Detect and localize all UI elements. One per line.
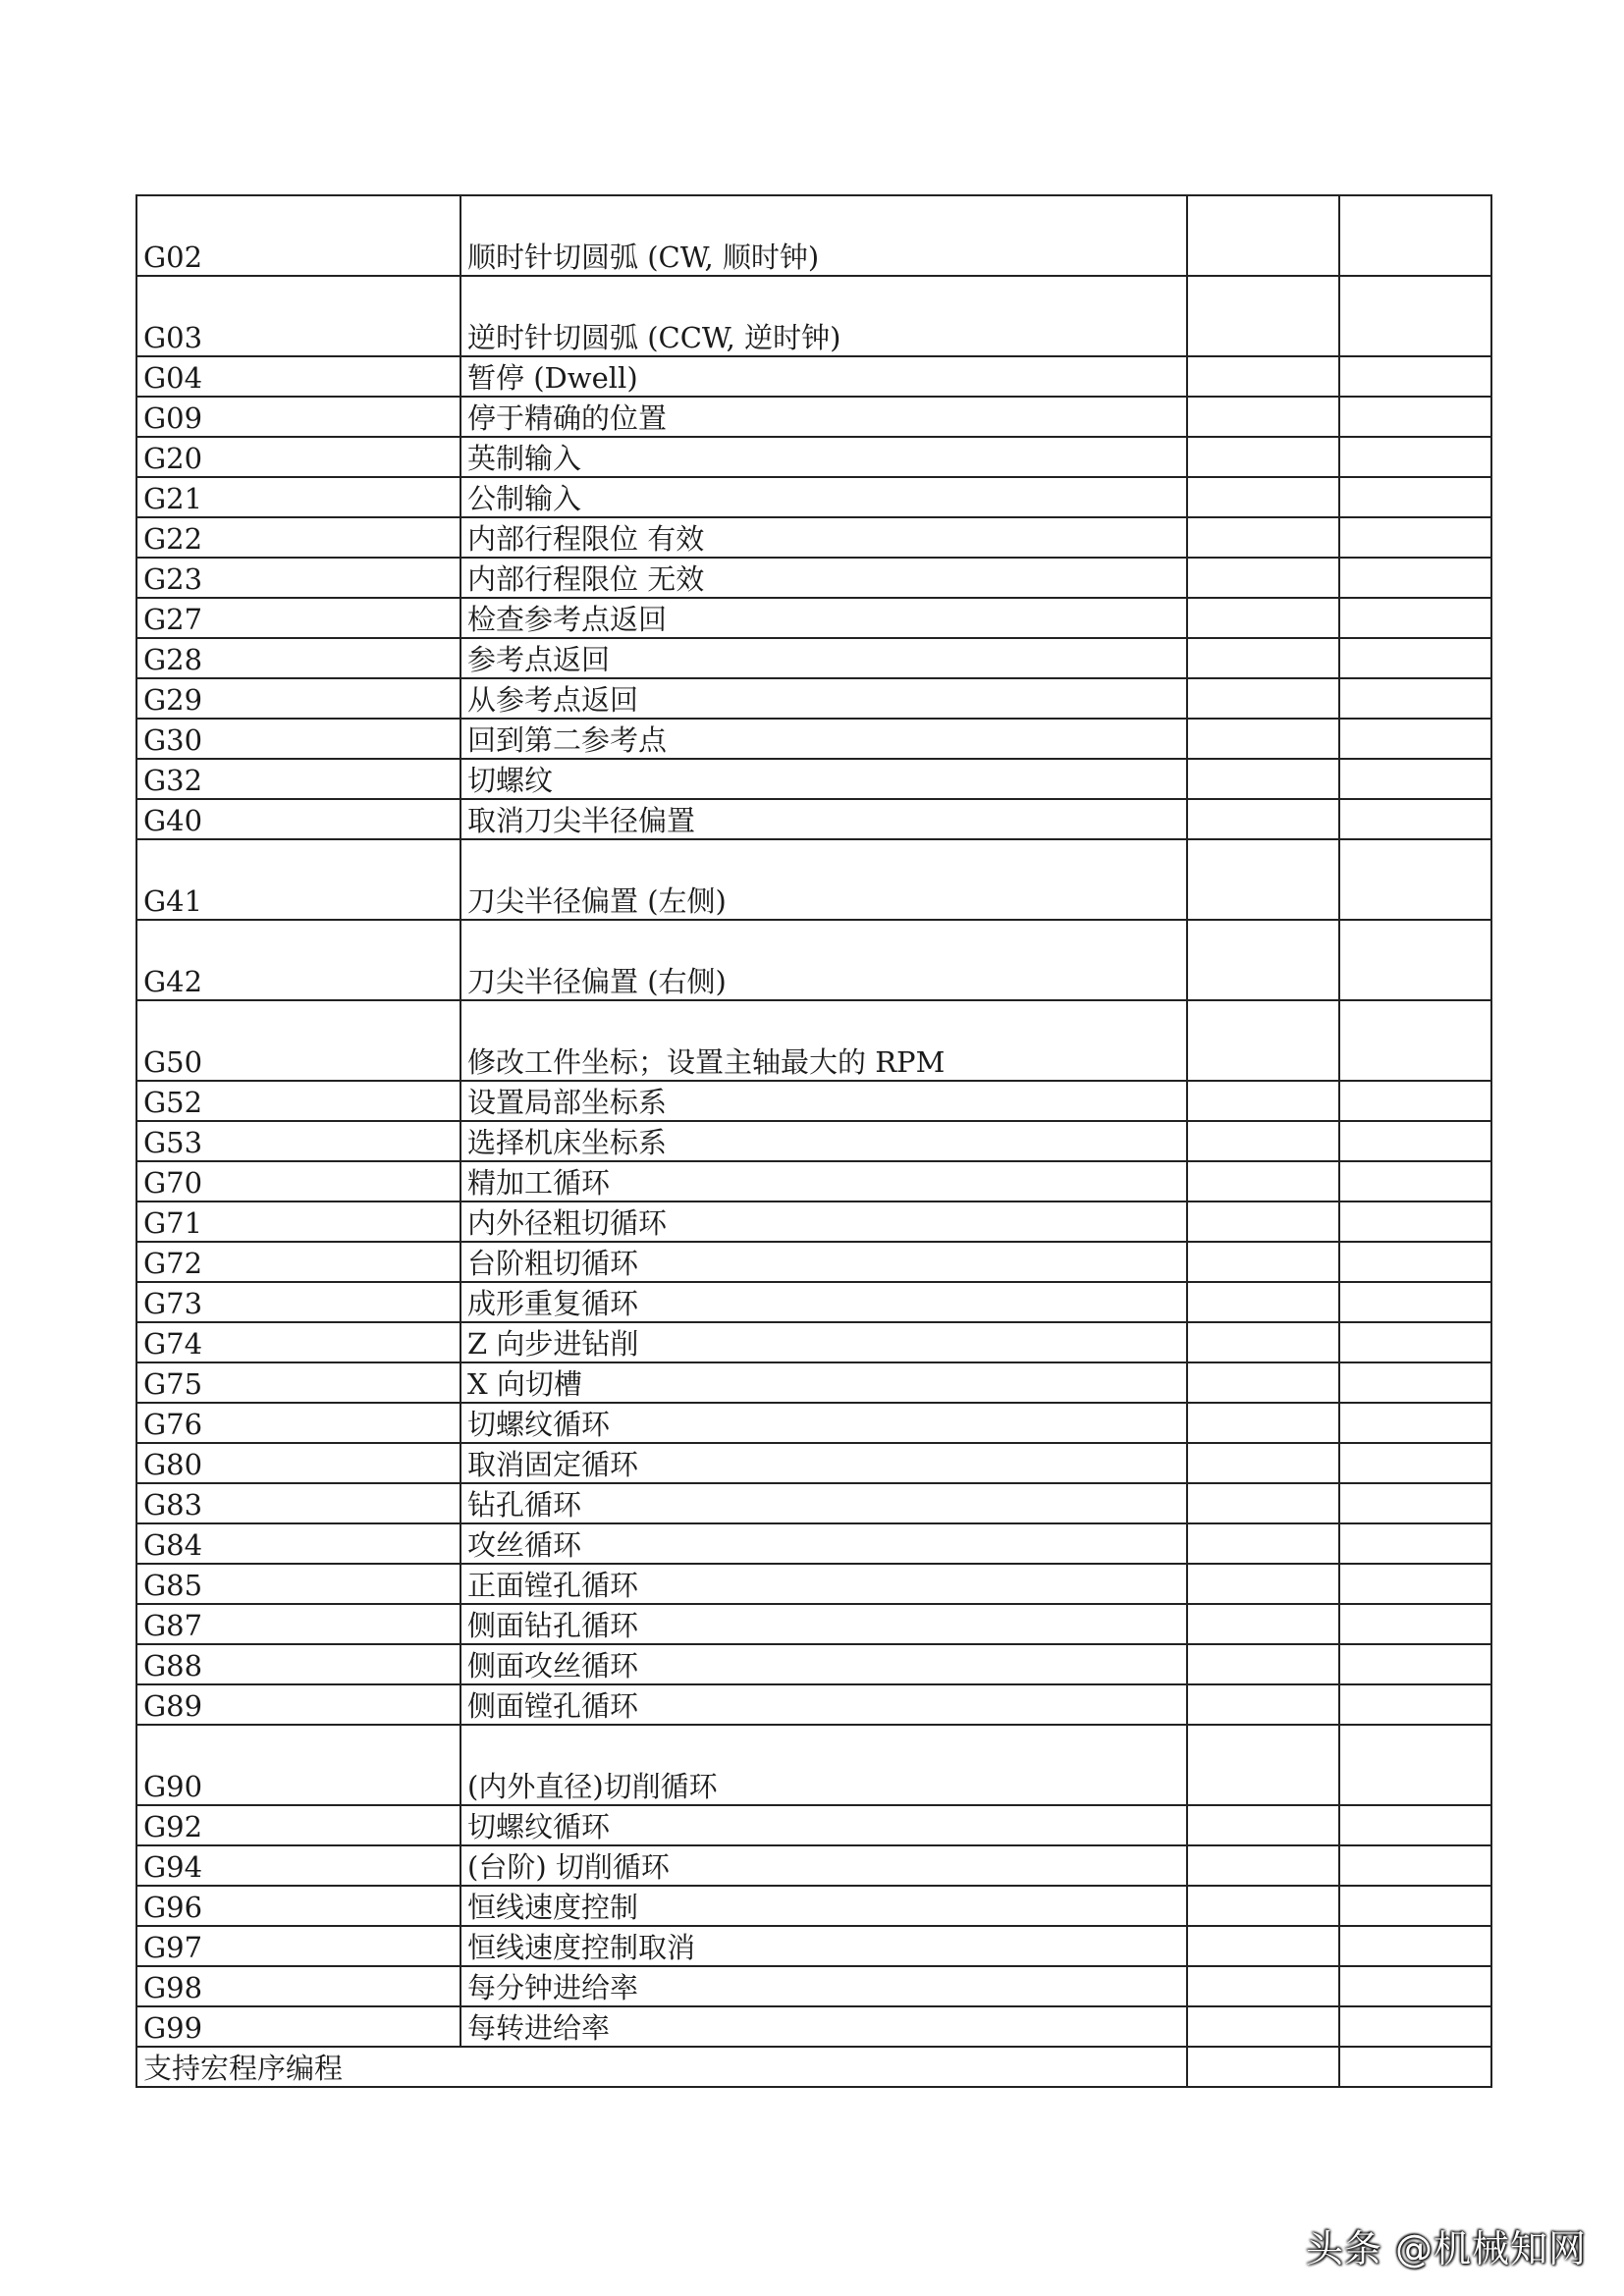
macro-support-cell: 支持宏程序编程	[136, 2047, 1187, 2087]
description-cell: 切螺纹循环	[460, 1805, 1187, 1845]
description-cell: 刀尖半径偏置 (右侧)	[460, 920, 1187, 1000]
description-cell: 侧面攻丝循环	[460, 1644, 1187, 1684]
empty-cell	[1187, 1845, 1339, 1886]
description-cell: 回到第二参考点	[460, 719, 1187, 759]
empty-cell	[1187, 1403, 1339, 1443]
description-cell: 攻丝循环	[460, 1523, 1187, 1564]
gcode-cell: G94	[136, 1845, 460, 1886]
empty-cell	[1339, 1886, 1491, 1926]
empty-cell	[1187, 1523, 1339, 1564]
gcode-table-body	[136, 195, 1491, 2087]
table-row	[136, 1604, 1491, 1644]
empty-cell	[1187, 276, 1339, 356]
empty-cell	[1187, 1966, 1339, 2006]
description-cell: 取消刀尖半径偏置	[460, 799, 1187, 839]
empty-cell	[1187, 1362, 1339, 1403]
empty-cell	[1339, 397, 1491, 437]
empty-cell	[1187, 799, 1339, 839]
empty-cell	[1187, 1121, 1339, 1161]
description-cell: (内外直径)切削循环	[460, 1725, 1187, 1805]
empty-cell	[1339, 598, 1491, 638]
empty-cell	[1187, 1201, 1339, 1242]
description-cell: Z 向步进钻削	[460, 1322, 1187, 1362]
empty-cell	[1339, 638, 1491, 678]
empty-cell	[1339, 1282, 1491, 1322]
table-row	[136, 1322, 1491, 1362]
empty-cell	[1187, 517, 1339, 558]
empty-cell	[1339, 1523, 1491, 1564]
description-cell: 选择机床坐标系	[460, 1121, 1187, 1161]
gcode-cell: G71	[136, 1201, 460, 1242]
empty-cell	[1187, 477, 1339, 517]
empty-cell	[1339, 1201, 1491, 1242]
empty-cell	[1187, 2047, 1339, 2087]
empty-cell	[1339, 517, 1491, 558]
empty-cell	[1339, 1322, 1491, 1362]
gcode-cell: G96	[136, 1886, 460, 1926]
empty-cell	[1187, 2006, 1339, 2047]
gcode-cell: G89	[136, 1684, 460, 1725]
empty-cell	[1187, 1926, 1339, 1966]
empty-cell	[1339, 477, 1491, 517]
description-cell: 每转进给率	[460, 2006, 1187, 2047]
empty-cell	[1187, 920, 1339, 1000]
gcode-cell: G73	[136, 1282, 460, 1322]
description-cell: 逆时针切圆弧 (CCW, 逆时钟)	[460, 276, 1187, 356]
gcode-cell: G21	[136, 477, 460, 517]
description-cell: 取消固定循环	[460, 1443, 1187, 1483]
table-row	[136, 517, 1491, 558]
table-row	[136, 558, 1491, 598]
gcode-cell: G20	[136, 437, 460, 477]
description-cell: 刀尖半径偏置 (左侧)	[460, 839, 1187, 920]
empty-cell	[1339, 2006, 1491, 2047]
description-cell: 成形重复循环	[460, 1282, 1187, 1322]
gcode-cell: G88	[136, 1644, 460, 1684]
description-cell: 检查参考点返回	[460, 598, 1187, 638]
description-cell: 内部行程限位 无效	[460, 558, 1187, 598]
table-row	[136, 598, 1491, 638]
description-cell: 顺时针切圆弧 (CW, 顺时钟)	[460, 195, 1187, 276]
description-cell: 侧面镗孔循环	[460, 1684, 1187, 1725]
gcode-cell: G98	[136, 1966, 460, 2006]
gcode-cell: G27	[136, 598, 460, 638]
empty-cell	[1339, 1644, 1491, 1684]
empty-cell	[1187, 839, 1339, 920]
empty-cell	[1187, 719, 1339, 759]
table-row	[136, 638, 1491, 678]
empty-cell	[1339, 1000, 1491, 1081]
gcode-cell: G40	[136, 799, 460, 839]
empty-cell	[1187, 195, 1339, 276]
table-row	[136, 1523, 1491, 1564]
description-cell: 内外径粗切循环	[460, 1201, 1187, 1242]
description-cell: 恒线速度控制	[460, 1886, 1187, 1926]
description-cell: 设置局部坐标系	[460, 1081, 1187, 1121]
table-row	[136, 839, 1491, 920]
gcode-cell: G41	[136, 839, 460, 920]
table-row	[136, 276, 1491, 356]
table-row	[136, 1242, 1491, 1282]
empty-cell	[1339, 1081, 1491, 1121]
empty-cell	[1187, 1242, 1339, 1282]
empty-cell	[1187, 1443, 1339, 1483]
table-row	[136, 1966, 1491, 2006]
empty-cell	[1187, 678, 1339, 719]
description-cell: 钻孔循环	[460, 1483, 1187, 1523]
empty-cell	[1339, 356, 1491, 397]
empty-cell	[1187, 1081, 1339, 1121]
gcode-cell: G09	[136, 397, 460, 437]
gcode-cell: G42	[136, 920, 460, 1000]
table-row	[136, 1886, 1491, 1926]
gcode-cell: G70	[136, 1161, 460, 1201]
empty-cell	[1187, 759, 1339, 799]
empty-cell	[1187, 1684, 1339, 1725]
table-row	[136, 1805, 1491, 1845]
empty-cell	[1339, 1161, 1491, 1201]
gcode-cell: G53	[136, 1121, 460, 1161]
gcode-cell: G97	[136, 1926, 460, 1966]
empty-cell	[1187, 356, 1339, 397]
description-cell: 每分钟进给率	[460, 1966, 1187, 2006]
empty-cell	[1187, 598, 1339, 638]
empty-cell	[1187, 1725, 1339, 1805]
description-cell: 精加工循环	[460, 1161, 1187, 1201]
table-row	[136, 1443, 1491, 1483]
empty-cell	[1187, 1604, 1339, 1644]
table-row	[136, 1201, 1491, 1242]
description-cell: 参考点返回	[460, 638, 1187, 678]
gcode-cell: G84	[136, 1523, 460, 1564]
gcode-cell: G90	[136, 1725, 460, 1805]
table-row	[136, 397, 1491, 437]
empty-cell	[1339, 276, 1491, 356]
table-row	[136, 678, 1491, 719]
table-row	[136, 1081, 1491, 1121]
table-row	[136, 1845, 1491, 1886]
table-row	[136, 920, 1491, 1000]
table-row	[136, 1000, 1491, 1081]
description-cell: 切螺纹循环	[460, 1403, 1187, 1443]
description-cell: 切螺纹	[460, 759, 1187, 799]
gcode-cell: G22	[136, 517, 460, 558]
gcode-cell: G02	[136, 195, 460, 276]
gcode-cell: G75	[136, 1362, 460, 1403]
table-row	[136, 1926, 1491, 1966]
empty-cell	[1339, 1483, 1491, 1523]
empty-cell	[1187, 1805, 1339, 1845]
empty-cell	[1187, 1322, 1339, 1362]
empty-cell	[1187, 1483, 1339, 1523]
description-cell: 正面镗孔循环	[460, 1564, 1187, 1604]
empty-cell	[1187, 1886, 1339, 1926]
table-row	[136, 759, 1491, 799]
empty-cell	[1339, 1604, 1491, 1644]
table-row	[136, 799, 1491, 839]
gcode-cell: G52	[136, 1081, 460, 1121]
gcode-cell: G87	[136, 1604, 460, 1644]
table-row	[136, 719, 1491, 759]
table-row	[136, 195, 1491, 276]
gcode-cell: G04	[136, 356, 460, 397]
empty-cell	[1339, 1121, 1491, 1161]
gcode-cell: G30	[136, 719, 460, 759]
description-cell: 侧面钻孔循环	[460, 1604, 1187, 1644]
description-cell: 公制输入	[460, 477, 1187, 517]
table-row-footer	[136, 2047, 1491, 2087]
empty-cell	[1339, 759, 1491, 799]
table-row	[136, 1483, 1491, 1523]
empty-cell	[1339, 920, 1491, 1000]
gcode-cell: G28	[136, 638, 460, 678]
gcode-cell: G92	[136, 1805, 460, 1845]
gcode-cell: G50	[136, 1000, 460, 1081]
table-row	[136, 1161, 1491, 1201]
empty-cell	[1339, 1242, 1491, 1282]
table-row	[136, 1564, 1491, 1604]
table-row	[136, 1282, 1491, 1322]
empty-cell	[1339, 719, 1491, 759]
table-row	[136, 1644, 1491, 1684]
gcode-cell: G72	[136, 1242, 460, 1282]
table-row	[136, 2006, 1491, 2047]
gcode-table	[135, 194, 1492, 2088]
gcode-cell: G32	[136, 759, 460, 799]
description-cell: (台阶) 切削循环	[460, 1845, 1187, 1886]
empty-cell	[1339, 1403, 1491, 1443]
table-row	[136, 477, 1491, 517]
table-row	[136, 1403, 1491, 1443]
description-cell: 修改工件坐标；设置主轴最大的 RPM	[460, 1000, 1187, 1081]
description-cell: 英制输入	[460, 437, 1187, 477]
watermark-text: 头条 @机械知网	[1305, 2227, 1587, 2270]
table-row	[136, 1121, 1491, 1161]
description-cell: 台阶粗切循环	[460, 1242, 1187, 1282]
empty-cell	[1339, 195, 1491, 276]
table-row	[136, 356, 1491, 397]
empty-cell	[1339, 1805, 1491, 1845]
description-cell: 停于精确的位置	[460, 397, 1187, 437]
gcode-cell: G83	[136, 1483, 460, 1523]
empty-cell	[1339, 1362, 1491, 1403]
empty-cell	[1339, 1926, 1491, 1966]
description-cell: 恒线速度控制取消	[460, 1926, 1187, 1966]
empty-cell	[1339, 2047, 1491, 2087]
empty-cell	[1339, 678, 1491, 719]
description-cell: X 向切槽	[460, 1362, 1187, 1403]
gcode-cell: G80	[136, 1443, 460, 1483]
empty-cell	[1187, 1282, 1339, 1322]
empty-cell	[1339, 799, 1491, 839]
table-row	[136, 1362, 1491, 1403]
empty-cell	[1339, 839, 1491, 920]
table-row	[136, 437, 1491, 477]
gcode-cell: G03	[136, 276, 460, 356]
empty-cell	[1339, 1845, 1491, 1886]
gcode-cell: G85	[136, 1564, 460, 1604]
empty-cell	[1187, 437, 1339, 477]
empty-cell	[1187, 1161, 1339, 1201]
gcode-cell: G23	[136, 558, 460, 598]
empty-cell	[1187, 1564, 1339, 1604]
empty-cell	[1339, 437, 1491, 477]
gcode-cell: G76	[136, 1403, 460, 1443]
empty-cell	[1339, 1725, 1491, 1805]
description-cell: 内部行程限位 有效	[460, 517, 1187, 558]
table-row	[136, 1684, 1491, 1725]
gcode-cell: G29	[136, 678, 460, 719]
empty-cell	[1339, 1443, 1491, 1483]
empty-cell	[1187, 1000, 1339, 1081]
description-cell: 从参考点返回	[460, 678, 1187, 719]
empty-cell	[1339, 1684, 1491, 1725]
table-row	[136, 1725, 1491, 1805]
empty-cell	[1187, 558, 1339, 598]
empty-cell	[1187, 397, 1339, 437]
empty-cell	[1339, 558, 1491, 598]
empty-cell	[1187, 1644, 1339, 1684]
gcode-cell: G99	[136, 2006, 460, 2047]
empty-cell	[1339, 1966, 1491, 2006]
empty-cell	[1187, 638, 1339, 678]
description-cell: 暂停 (Dwell)	[460, 356, 1187, 397]
gcode-cell: G74	[136, 1322, 460, 1362]
empty-cell	[1339, 1564, 1491, 1604]
